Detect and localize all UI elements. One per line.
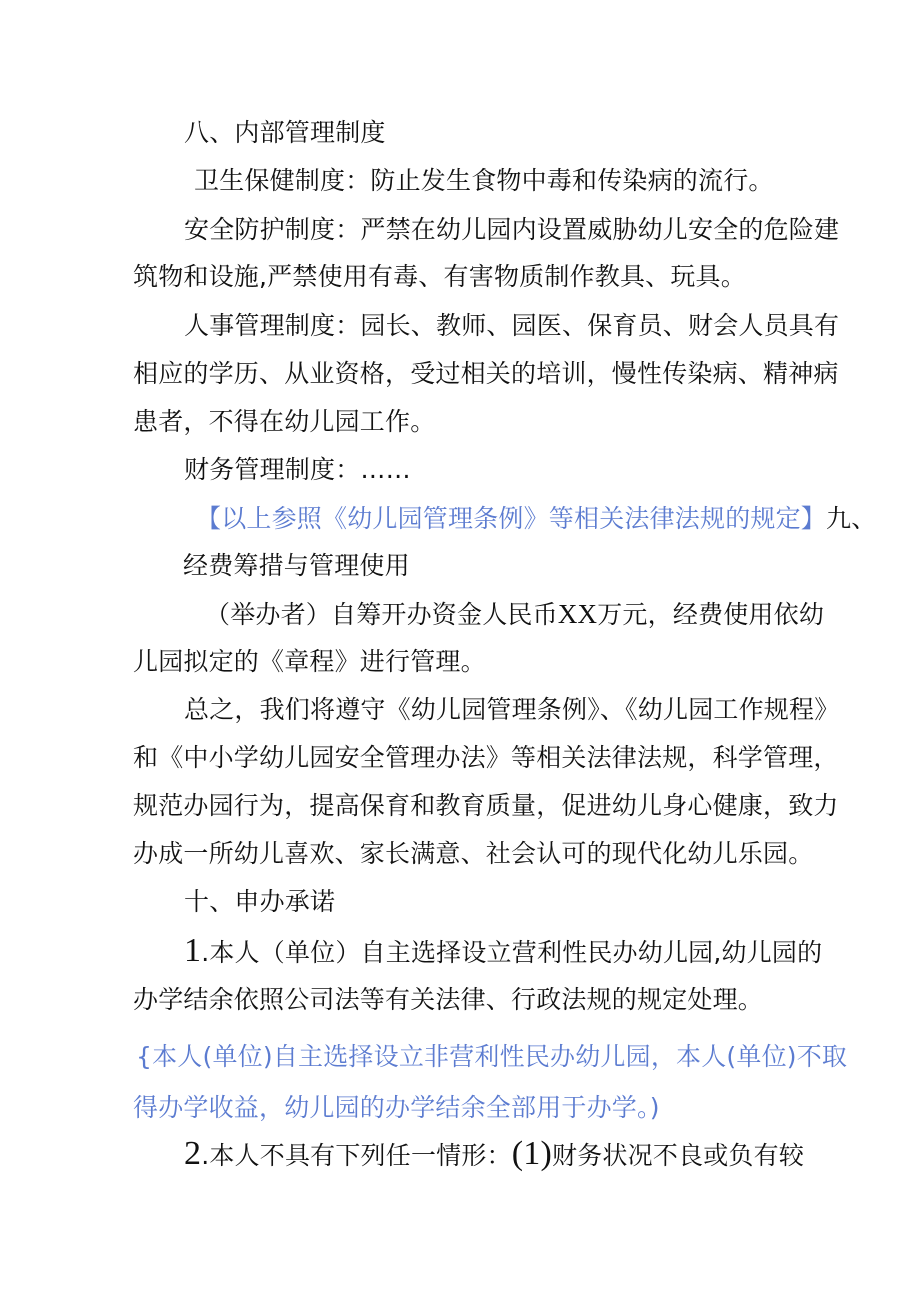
item-1-number: 1 (184, 932, 202, 969)
nonprofit-note-line-2: 得办学收益，幼儿园的办学结余全部用于办学。) (133, 1093, 660, 1122)
item-2-text: .本人不具有下列任一情形： (201, 1141, 512, 1170)
funding-line-1 (205, 597, 824, 632)
nonprofit-note-line-1: {本人(单位)自主选择设立非营利性民办幼儿园，本人(单位)不取 (136, 1042, 848, 1071)
summary-line-1: 总之，我们将遵守《幼儿园管理条例》、《幼儿园工作规程》 (184, 695, 840, 724)
funding-text-part-2: 万元，经费使用依幼 (597, 600, 825, 629)
funding-amount-placeholder: XX (557, 599, 598, 629)
safety-system-line-1: 安全防护制度：严禁在幼儿园内设置威胁幼儿安全的危险建 (184, 215, 840, 244)
reference-note: 【以上参照《幼儿园管理条例》等相关法律法规的规定】 (196, 504, 827, 533)
item-2-number: 2 (184, 1135, 202, 1172)
personnel-system-line-2: 相应的学历、从业资格，受过相关的培训，慢性传染病、精神病 (133, 359, 839, 388)
commitment-item-2-line-1 (184, 1137, 804, 1173)
summary-line-4: 办成一所幼儿喜欢、家长满意、社会认可的现代化幼儿乐园。 (133, 839, 814, 868)
personnel-system-line-3: 患者，不得在幼儿园工作。 (133, 407, 436, 436)
section-heading-application-commitment: 十、申办承诺 (184, 887, 336, 916)
safety-system-line-2: 筑物和设施,严禁使用有毒、有害物质制作教具、玩具。 (133, 262, 746, 291)
funding-text-part-1: （举办者）自筹开办资金人民币 (205, 600, 558, 629)
reference-line (196, 502, 876, 536)
personnel-system-line-1: 人事管理制度：园长、教师、园医、保育员、财会人员具有 (184, 311, 840, 340)
item-2-text-end: 财务状况不良或负有较 (552, 1141, 805, 1170)
section-heading-internal-management: 八、内部管理制度 (184, 118, 386, 147)
item-1-text: .本人（单位）自主选择设立营利性民办幼儿园,幼儿园的 (201, 938, 823, 967)
section-heading-9-prefix: 九、 (826, 504, 877, 533)
funding-line-2: 儿园拟定的《章程》进行管理。 (133, 647, 486, 676)
summary-line-3: 规范办园行为，提高保育和教育质量，促进幼儿身心健康，致力 (133, 791, 839, 820)
finance-system-paragraph: 财务管理制度：…… (184, 455, 411, 484)
health-care-system-paragraph: 卫生保健制度：防止发生食物中毒和传染病的流行。 (194, 166, 774, 195)
item-2-sub-number: (1) (511, 1135, 553, 1172)
commitment-item-1-line-1 (184, 934, 822, 970)
summary-line-2: 和《中小学幼儿园安全管理办法》等相关法律法规，科学管理， (133, 743, 839, 772)
section-heading-funding: 经费筹措与管理使用 (183, 551, 410, 580)
commitment-item-1-line-2: 办学结余依照公司法等有关法律、行政法规的规定处理。 (133, 985, 764, 1014)
